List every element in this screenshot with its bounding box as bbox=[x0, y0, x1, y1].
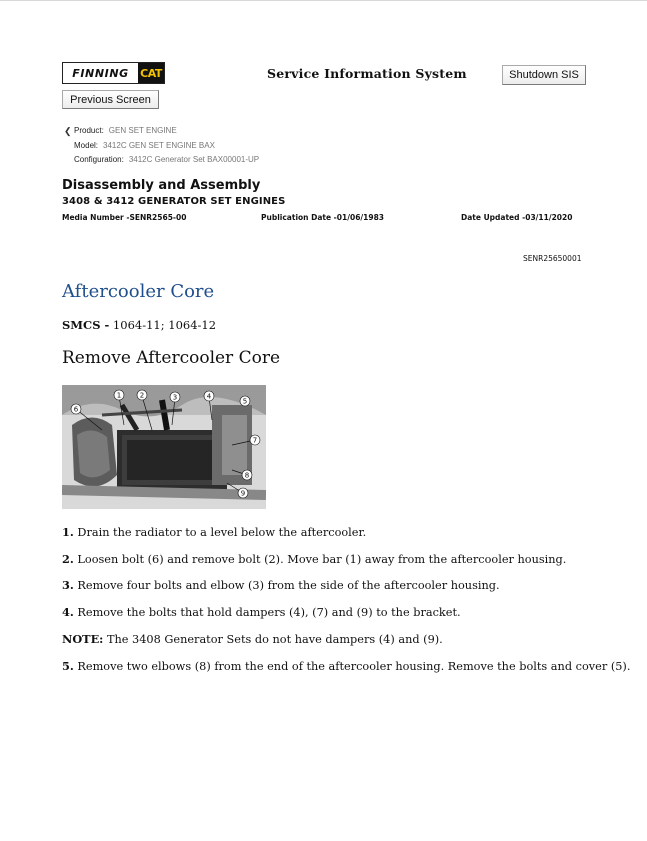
svg-text:9: 9 bbox=[240, 489, 246, 498]
step-number: 4. bbox=[62, 605, 74, 619]
configuration-label: Configuration: bbox=[74, 155, 124, 164]
step-text: Remove four bolts and elbow (3) from the side of the aftercooler housing. bbox=[73, 579, 500, 592]
callout-4 bbox=[204, 391, 214, 401]
callout-8 bbox=[242, 470, 252, 480]
breadcrumb-product[interactable] bbox=[64, 124, 259, 139]
step-number: 5. bbox=[62, 659, 74, 673]
svg-text:1: 1 bbox=[116, 391, 122, 400]
configuration-value: 3412C Generator Set BAX00001-UP bbox=[128, 155, 260, 164]
step-text: Loosen bolt (6) and remove bolt (2). Move bar (1) away from the aftercooler housing. bbox=[73, 553, 567, 566]
date-updated: Date Updated -03/11/2020 bbox=[461, 213, 573, 222]
step-1 bbox=[62, 525, 366, 539]
system-title: Service Information System bbox=[267, 66, 467, 81]
previous-screen-button[interactable]: Previous Screen bbox=[62, 90, 159, 109]
breadcrumb-model bbox=[64, 139, 259, 154]
callout-3 bbox=[170, 392, 180, 402]
step-number: 3. bbox=[62, 578, 74, 592]
svg-text:8: 8 bbox=[244, 471, 250, 480]
callout-6 bbox=[71, 404, 81, 414]
step-4 bbox=[62, 605, 461, 619]
svg-text:7: 7 bbox=[252, 436, 258, 445]
smcs-label: SMCS - bbox=[62, 318, 110, 332]
logo-text: FINNING bbox=[72, 66, 129, 80]
callout-1 bbox=[114, 390, 124, 400]
media-number: Media Number -SENR2565-00 bbox=[62, 213, 187, 222]
callout-9 bbox=[238, 488, 248, 498]
note bbox=[62, 632, 443, 646]
svg-text:3: 3 bbox=[172, 393, 178, 402]
aftercooler-photo bbox=[62, 385, 266, 509]
note-text: The 3408 Generator Sets do not have dampers (4) and (9). bbox=[103, 633, 443, 646]
callout-7 bbox=[250, 435, 260, 445]
breadcrumb-configuration bbox=[64, 153, 259, 168]
breadcrumb bbox=[64, 124, 259, 168]
document-subtitle: 3408 & 3412 GENERATOR SET ENGINES bbox=[62, 196, 286, 207]
section-title: Aftercooler Core bbox=[62, 281, 215, 302]
document-title: Disassembly and Assembly bbox=[62, 178, 261, 193]
back-chevron-icon[interactable]: ❮ bbox=[64, 126, 72, 136]
step-number: 2. bbox=[62, 552, 74, 566]
model-value: 3412C GEN SET ENGINE BAX bbox=[103, 140, 215, 150]
note-label: NOTE: bbox=[62, 632, 104, 646]
callout-5 bbox=[240, 396, 250, 406]
model-label: Model: bbox=[74, 140, 99, 150]
product-value: GEN SET ENGINE bbox=[108, 126, 177, 135]
page-top-border bbox=[0, 0, 647, 1]
step-text: Remove two elbows (8) from the end of the aftercooler housing. Remove the bolts and cover (5). bbox=[73, 660, 631, 673]
step-text: Remove the bolts that hold dampers (4), (7) and (9) to the bracket. bbox=[73, 606, 461, 619]
svg-text:4: 4 bbox=[206, 392, 212, 401]
svg-text:6: 6 bbox=[73, 405, 79, 414]
shutdown-sis-button[interactable]: Shutdown SIS bbox=[502, 65, 586, 85]
svg-text:2: 2 bbox=[139, 391, 145, 400]
svg-text:5: 5 bbox=[242, 397, 248, 406]
callout-2 bbox=[137, 390, 147, 400]
step-5 bbox=[62, 659, 630, 673]
cat-badge: CAT bbox=[138, 63, 164, 83]
subsection-title: Remove Aftercooler Core bbox=[62, 348, 281, 368]
step-number: 1. bbox=[62, 525, 74, 539]
step-3 bbox=[62, 578, 500, 592]
product-label: Product: bbox=[74, 126, 104, 135]
step-2 bbox=[62, 552, 566, 566]
smcs-value: 1064-11; 1064-12 bbox=[109, 318, 217, 332]
document-id: SENR25650001 bbox=[523, 254, 582, 263]
finning-cat-logo bbox=[62, 62, 165, 84]
aftercooler-illustration bbox=[62, 385, 266, 509]
step-text: Drain the radiator to a level below the aftercooler. bbox=[73, 526, 367, 539]
publication-date: Publication Date -01/06/1983 bbox=[261, 213, 385, 222]
smcs-codes bbox=[62, 318, 216, 332]
